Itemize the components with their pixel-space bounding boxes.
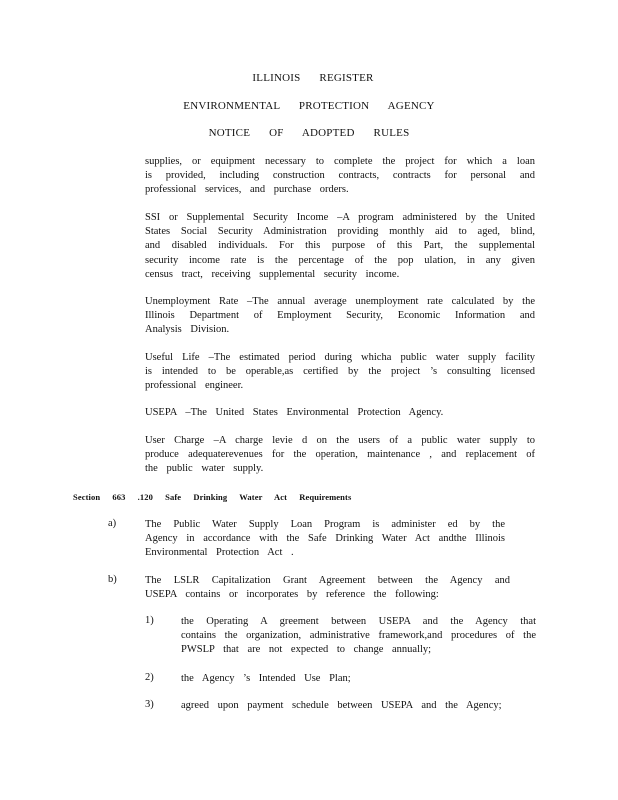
item-text-b: The LSLR Capitalization Grant Agreement between the Agency and USEPA contains or incorporates by reference the following: bbox=[145, 575, 510, 601]
definition-usepa: USEPA –The United States Environmental Protection Agency. bbox=[145, 407, 444, 418]
definition-useful-life: Useful Life –The estimated period during whicha public water supply facility is intended to be operable,as certified by the project ’s consulting licensed professional engineer. bbox=[145, 352, 535, 392]
register-title bbox=[0, 72, 618, 84]
subitem-marker-1: 1) bbox=[145, 615, 154, 626]
item-marker-b: b) bbox=[108, 574, 117, 585]
subitem-text-3: agreed upon payment schedule between USEPA and the Agency; bbox=[181, 700, 502, 711]
definition-paragraph: supplies, or equipment necessary to complete the project for which a loan is provided, including construction contracts, contracts for personal and professional services, and purchase orders. bbox=[145, 156, 535, 196]
agency-title-text: ENVIRONMENTAL PROTECTION AGENCY bbox=[183, 100, 435, 112]
subitem-text-2: the Agency ’s Intended Use Plan; bbox=[181, 673, 351, 684]
subitem-marker-3: 3) bbox=[145, 699, 154, 710]
notice-title bbox=[0, 127, 618, 139]
definition-user-charge: User Charge –A charge levie d on the users of a public water supply to produce adequaterevenues for the operation, maintenance , and replacement of the public water supply. bbox=[145, 435, 535, 475]
section-heading: Section 663 .120 Safe Drinking Water Act Requirements bbox=[73, 492, 352, 502]
agency-title bbox=[0, 100, 618, 112]
item-marker-a: a) bbox=[108, 518, 117, 529]
subitem-text-1: the Operating A greement between USEPA and the Agency that contains the organization, administrative framework,and procedures of the PWSLP that are not expected to change annually; bbox=[181, 616, 536, 656]
register-title-text: ILLINOIS REGISTER bbox=[252, 72, 374, 84]
item-text-a: The Public Water Supply Loan Program is administer ed by the Agency in accordance with the Safe Drinking Water Act andthe Illinois Environmental Protection Act . bbox=[145, 519, 505, 559]
definition-ssi: SSI or Supplemental Security Income –A program administered by the United States Social Security Administration providing monthly aid to aged, blind, and disabled individuals. For this purpose of this Part, the supplemental security income rate is the percentage of the pop ulation, in any given census tract, receiving supplemental security income. bbox=[145, 212, 535, 280]
definition-unemployment-rate: Unemployment Rate –The annual average unemployment rate calculated by the Illinois Department of Employment Security, Economic Information and Analysis Division. bbox=[145, 296, 535, 336]
notice-title-text: NOTICE OF ADOPTED RULES bbox=[208, 127, 410, 139]
subitem-marker-2: 2) bbox=[145, 672, 154, 683]
